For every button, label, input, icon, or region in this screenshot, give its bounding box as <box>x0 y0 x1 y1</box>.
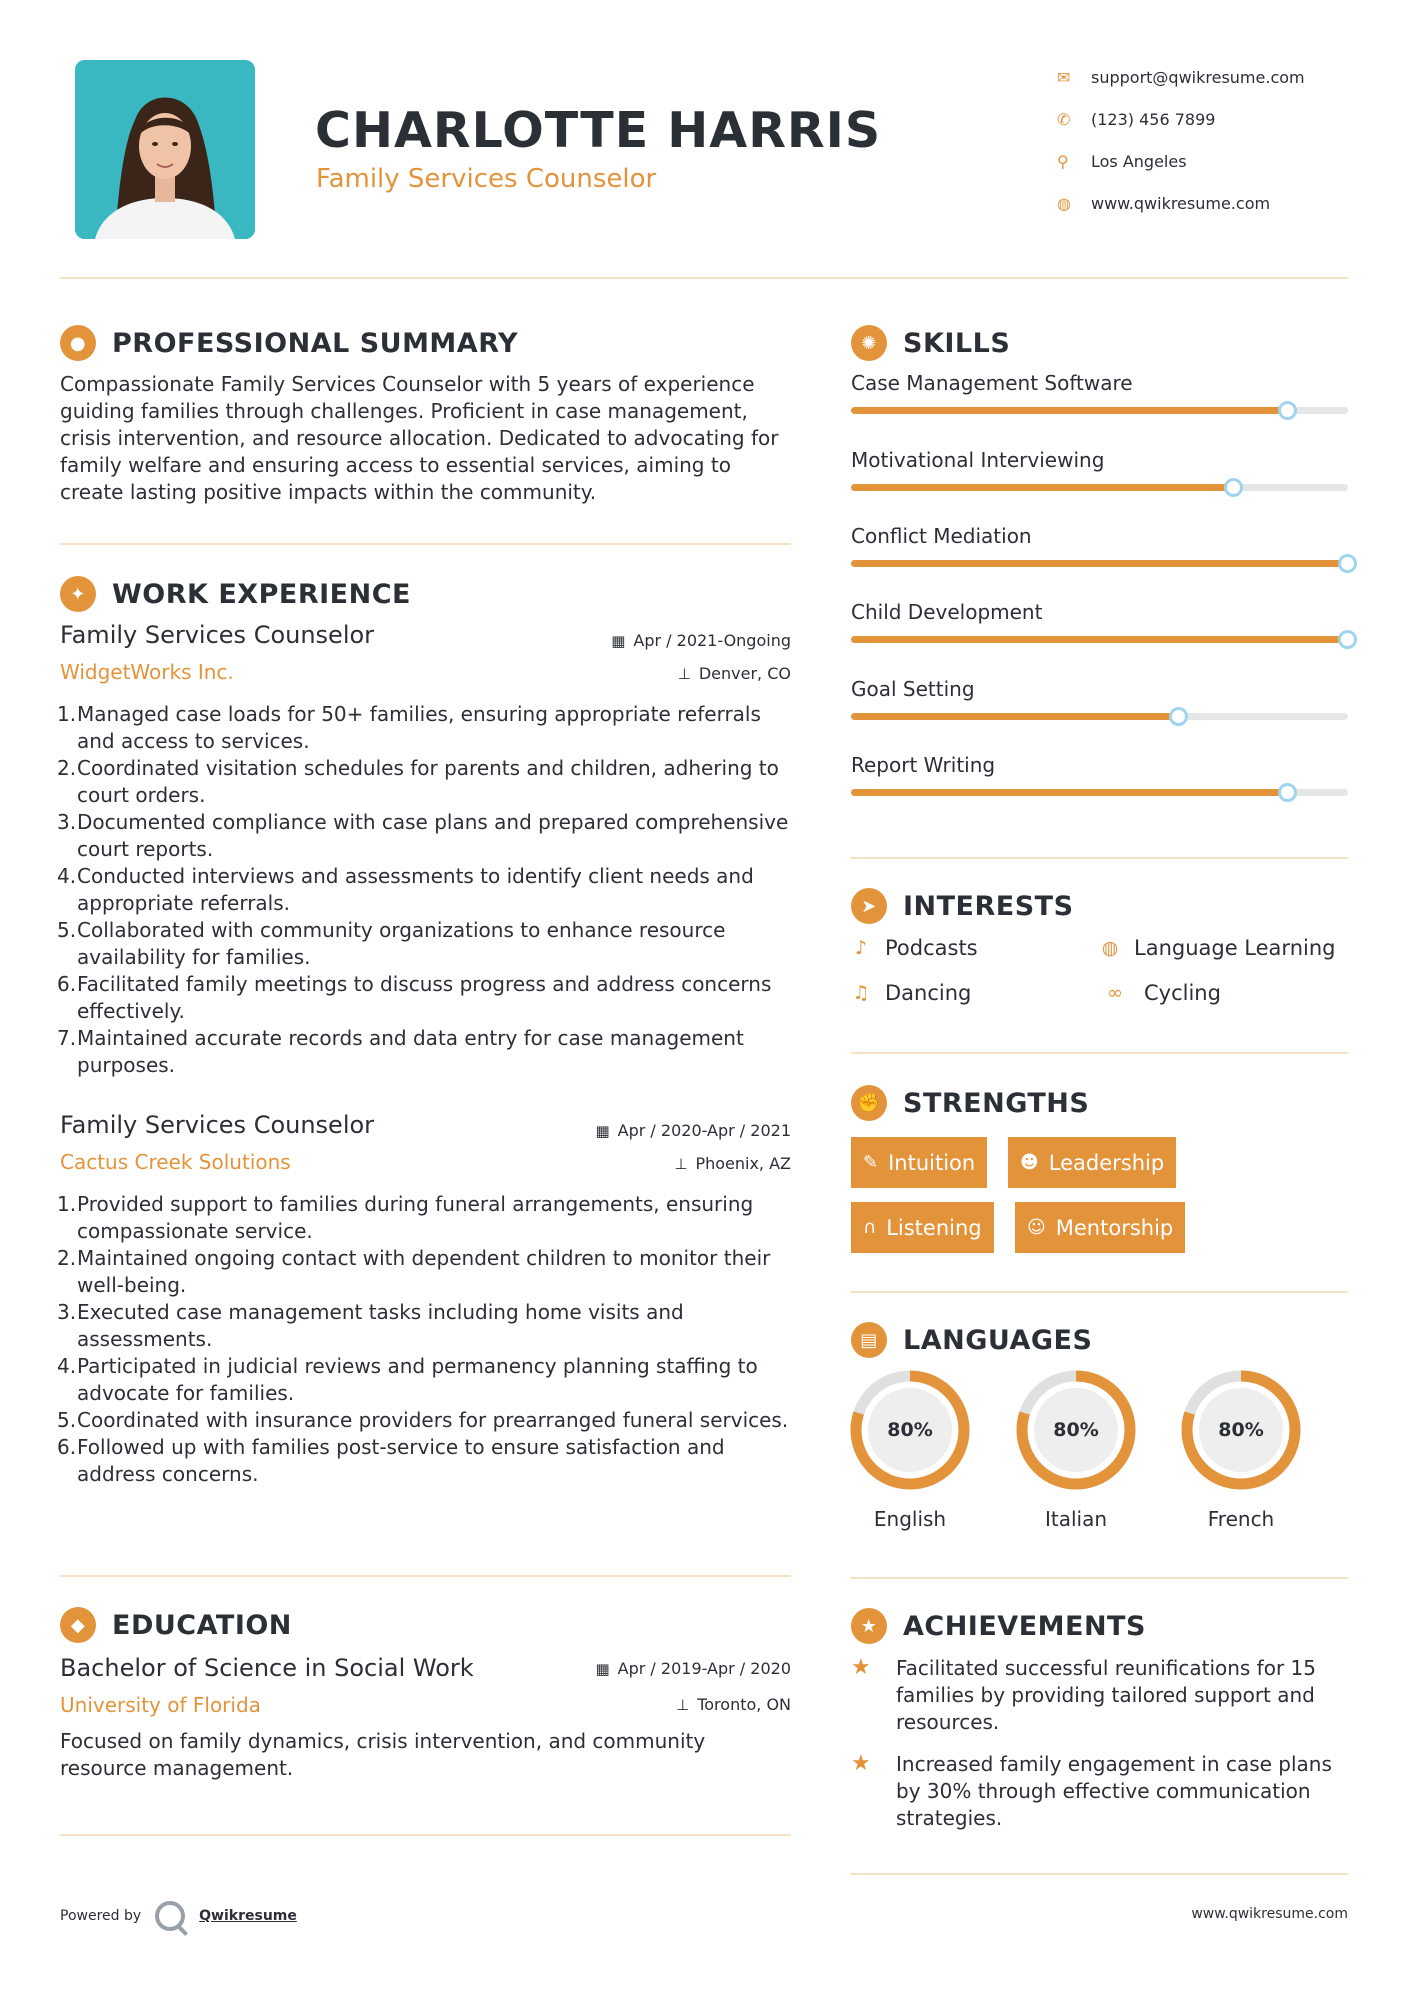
skill-bar-fill <box>851 636 1348 643</box>
education-divider <box>60 1834 791 1836</box>
job-1-location <box>678 664 791 683</box>
profile-photo <box>75 60 255 239</box>
summary-text: Compassionate Family Services Counselor with 5 years of experience guiding families through challenges. Proficient in case management, crisis intervention, and resource allocation. Dedicated to advocating for family welfare and ensuring access to essential services, aiming to create lasting positive impacts within the community. <box>60 372 779 504</box>
footer-website[interactable]: www.qwikresume.com <box>1191 1906 1348 1922</box>
list-item: 7. Maintained accurate records and data entry for case management purposes. <box>57 1026 744 1077</box>
interest-dancing: ♫ Dancing <box>852 981 972 1005</box>
powered-by-text: Powered by <box>60 1908 142 1924</box>
list-item: 4. Conducted interviews and assessments to identify client needs and appropriate referrals. <box>57 864 754 915</box>
strength-mentorship: ☺ Mentorship <box>1015 1202 1185 1253</box>
strengths-title: STRENGTHS <box>903 1087 1090 1119</box>
contact-email-text: support@qwikresume.com <box>1091 67 1305 87</box>
skill-bar <box>851 407 1348 414</box>
skill-bar-fill <box>851 713 1179 720</box>
job-2-dates <box>595 1121 791 1140</box>
achievements-divider <box>851 1873 1348 1875</box>
magic-wand-icon: ✎ <box>863 1152 879 1173</box>
education-title: EDUCATION <box>112 1609 292 1641</box>
achievements-title: ACHIEVEMENTS <box>903 1610 1146 1642</box>
language-ring <box>850 1370 970 1490</box>
list-item: 1. Managed case loads for 50+ families, ensuring appropriate referrals and access to services. <box>57 702 761 753</box>
job-2-dates-text: Apr / 2020-Apr / 2021 <box>617 1121 791 1140</box>
skill-bar <box>851 713 1348 720</box>
list-item: 2. Maintained ongoing contact with dependent children to monitor their well-being. <box>57 1246 771 1297</box>
job-1-location-text: Denver, CO <box>698 664 791 683</box>
language-ring <box>1181 1370 1301 1490</box>
interests-title: INTERESTS <box>903 890 1074 922</box>
contact-list <box>1057 56 1387 224</box>
header-divider <box>60 277 1348 279</box>
job-2-company: Cactus Creek Solutions <box>60 1150 291 1174</box>
candidate-name: CHARLOTTE HARRIS <box>315 102 882 159</box>
language-name: French <box>1207 1507 1275 1531</box>
contact-email[interactable] <box>1057 56 1387 98</box>
languages-divider <box>851 1577 1348 1579</box>
contact-location <box>1057 140 1387 182</box>
headphones-icon: ∩ <box>863 1217 877 1238</box>
skill-bar <box>851 560 1348 567</box>
skill-label: Child Development <box>851 600 1043 624</box>
education-dates <box>595 1659 791 1678</box>
education-description: Focused on family dynamics, crisis intervention, and community resource management. <box>60 1729 706 1780</box>
skill-bar-knob <box>1278 783 1297 802</box>
list-item: 6. Followed up with families post-service to ensure satisfaction and address concerns. <box>57 1435 725 1486</box>
language-percent: 80% <box>1218 1419 1264 1441</box>
footer-powered-by <box>60 1901 297 1931</box>
language-item <box>850 1370 970 1531</box>
list-item: 6. Facilitated family meetings to discuss progress and address concerns effectively. <box>57 972 772 1023</box>
skill-label: Motivational Interviewing <box>851 448 1105 472</box>
pushpin-icon: ⊥ <box>677 665 691 683</box>
calendar-icon: ▦ <box>595 1660 610 1678</box>
bicycle-icon: ∞ <box>1107 982 1123 1004</box>
language-percent: 80% <box>1053 1419 1099 1441</box>
list-item: 3. Executed case management tasks including home visits and assessments. <box>57 1300 684 1351</box>
job-2-location-text: Phoenix, AZ <box>695 1154 791 1173</box>
language-name: English <box>873 1507 947 1531</box>
paper-plane-icon: ➤ <box>851 888 887 924</box>
education-location <box>676 1695 791 1714</box>
pushpin-icon: ⊥ <box>674 1155 688 1173</box>
skill-item <box>851 600 1348 643</box>
interests-divider <box>851 1052 1348 1054</box>
languages-heading <box>851 1322 1092 1358</box>
microphone-icon: ♪ <box>854 937 868 959</box>
strength-listening: ∩ Listening <box>851 1202 994 1253</box>
list-item: 5. Collaborated with community organizations to enhance resource availability for families. <box>57 918 726 969</box>
contact-location-text: Los Angeles <box>1091 151 1187 171</box>
location-pin-icon: ⚲ <box>1057 151 1069 171</box>
skill-label: Goal Setting <box>851 677 975 701</box>
users-icon: ☻ <box>1020 1152 1039 1173</box>
languages-title: LANGUAGES <box>903 1324 1093 1356</box>
list-item: 2. Coordinated visitation schedules for parents and children, adhering to court orders. <box>57 756 779 807</box>
skills-title: SKILLS <box>903 327 1011 359</box>
job-2-title: Family Services Counselor <box>60 1111 375 1139</box>
skill-bar-fill <box>851 407 1288 414</box>
skill-bar-fill <box>851 484 1234 491</box>
job-1-title: Family Services Counselor <box>60 621 375 649</box>
skill-bar-fill <box>851 789 1288 796</box>
contact-phone[interactable] <box>1057 98 1387 140</box>
star-icon: ★ <box>851 1655 871 1680</box>
graduation-cap-icon: ◆ <box>60 1607 96 1643</box>
achievement-item: ★ Increased family engagement in case plans by 30% through effective communication strategies. <box>851 1751 1332 1830</box>
strengths-divider <box>851 1291 1348 1293</box>
contact-website-text: www.qwikresume.com <box>1091 193 1271 213</box>
globe-icon: ◍ <box>1057 193 1071 213</box>
calendar-icon: ▦ <box>611 632 626 650</box>
calendar-icon: ▦ <box>595 1122 610 1140</box>
job-1-dates-text: Apr / 2021-Ongoing <box>633 631 791 650</box>
skill-bar-knob <box>1338 630 1357 649</box>
qwikresume-logo-icon <box>155 1901 185 1931</box>
skill-bar-knob <box>1169 707 1188 726</box>
skill-item <box>851 371 1348 414</box>
interest-podcasts: ♪ Podcasts <box>851 936 978 960</box>
education-heading <box>60 1607 292 1643</box>
candidate-role: Family Services Counselor <box>316 164 657 194</box>
interests-heading <box>851 888 1074 924</box>
skill-bar <box>851 484 1348 491</box>
skill-bar-knob <box>1278 401 1297 420</box>
strengths-heading <box>851 1085 1089 1121</box>
skill-bar-knob <box>1224 478 1243 497</box>
fist-icon: ✊ <box>851 1085 887 1121</box>
globe-icon: ◍ <box>1101 937 1119 959</box>
education-school: University of Florida <box>60 1693 261 1717</box>
strength-intuition: ✎ Intuition <box>851 1137 987 1188</box>
job-2-duties <box>57 1191 797 1488</box>
interest-cycling: ∞ Cycling <box>1100 981 1221 1005</box>
education-location-text: Toronto, ON <box>697 1695 791 1714</box>
strength-leadership: ☻ Leadership <box>1008 1137 1176 1188</box>
job-1-dates <box>611 631 791 650</box>
education-degree: Bachelor of Science in Social Work <box>60 1654 474 1682</box>
briefcase-icon: ✦ <box>60 576 96 612</box>
language-ring <box>1016 1370 1136 1490</box>
achievement-item: ★ Facilitated successful reunifications for 15 families by providing tailored support and resources. <box>851 1655 1316 1734</box>
skill-item <box>851 448 1348 491</box>
star-icon: ★ <box>851 1751 871 1776</box>
job-2-location <box>674 1154 791 1173</box>
summary-heading <box>60 325 518 361</box>
skill-bar <box>851 636 1348 643</box>
language-item <box>1181 1370 1301 1531</box>
list-item: 4. Participated in judicial reviews and permanency planning staffing to advocate for families. <box>57 1354 758 1405</box>
skill-bar-knob <box>1338 554 1357 573</box>
skill-bar <box>851 789 1348 796</box>
skill-item <box>851 753 1348 796</box>
user-plus-icon: ☺ <box>1027 1217 1046 1238</box>
envelope-icon: ✉ <box>1057 67 1071 87</box>
skill-label: Report Writing <box>851 753 996 777</box>
summary-divider <box>60 543 791 545</box>
language-name: Italian <box>1044 1507 1108 1531</box>
skills-divider <box>851 857 1348 859</box>
skill-item <box>851 524 1348 567</box>
list-item: 3. Documented compliance with case plans and prepared comprehensive court reports. <box>57 810 789 861</box>
experience-title: WORK EXPERIENCE <box>112 578 411 610</box>
skill-label: Case Management Software <box>851 371 1133 395</box>
list-item: 5. Coordinated with insurance providers for prearranged funeral services. <box>57 1408 789 1432</box>
skill-item <box>851 677 1348 720</box>
experience-divider <box>60 1575 791 1577</box>
skill-label: Conflict Mediation <box>851 524 1032 548</box>
job-1-duties <box>57 701 797 1079</box>
achievements-heading <box>851 1608 1146 1644</box>
contact-phone-text: (123) 456 7899 <box>1091 109 1216 129</box>
skill-bar-fill <box>851 560 1348 567</box>
experience-heading <box>60 576 411 612</box>
music-note-icon: ♫ <box>852 982 870 1004</box>
trophy-icon: ★ <box>851 1608 887 1644</box>
user-icon: ● <box>60 325 96 361</box>
summary-title: PROFESSIONAL SUMMARY <box>112 327 519 359</box>
phone-icon: ✆ <box>1057 109 1071 129</box>
lightbulb-icon: ✺ <box>851 325 887 361</box>
language-percent: 80% <box>887 1419 933 1441</box>
education-dates-text: Apr / 2019-Apr / 2020 <box>617 1659 791 1678</box>
qwikresume-link[interactable]: Qwikresume <box>199 1908 297 1924</box>
language-icon: ▤ <box>851 1322 887 1358</box>
pushpin-icon: ⊥ <box>676 1696 690 1714</box>
list-item: 1. Provided support to families during funeral arrangements, ensuring compassionate service. <box>57 1192 754 1243</box>
contact-website[interactable] <box>1057 182 1387 224</box>
job-1-company: WidgetWorks Inc. <box>60 660 234 684</box>
skills-heading <box>851 325 1010 361</box>
language-item <box>1016 1370 1136 1531</box>
interest-language-learning: ◍ Language Learning <box>1101 936 1336 960</box>
